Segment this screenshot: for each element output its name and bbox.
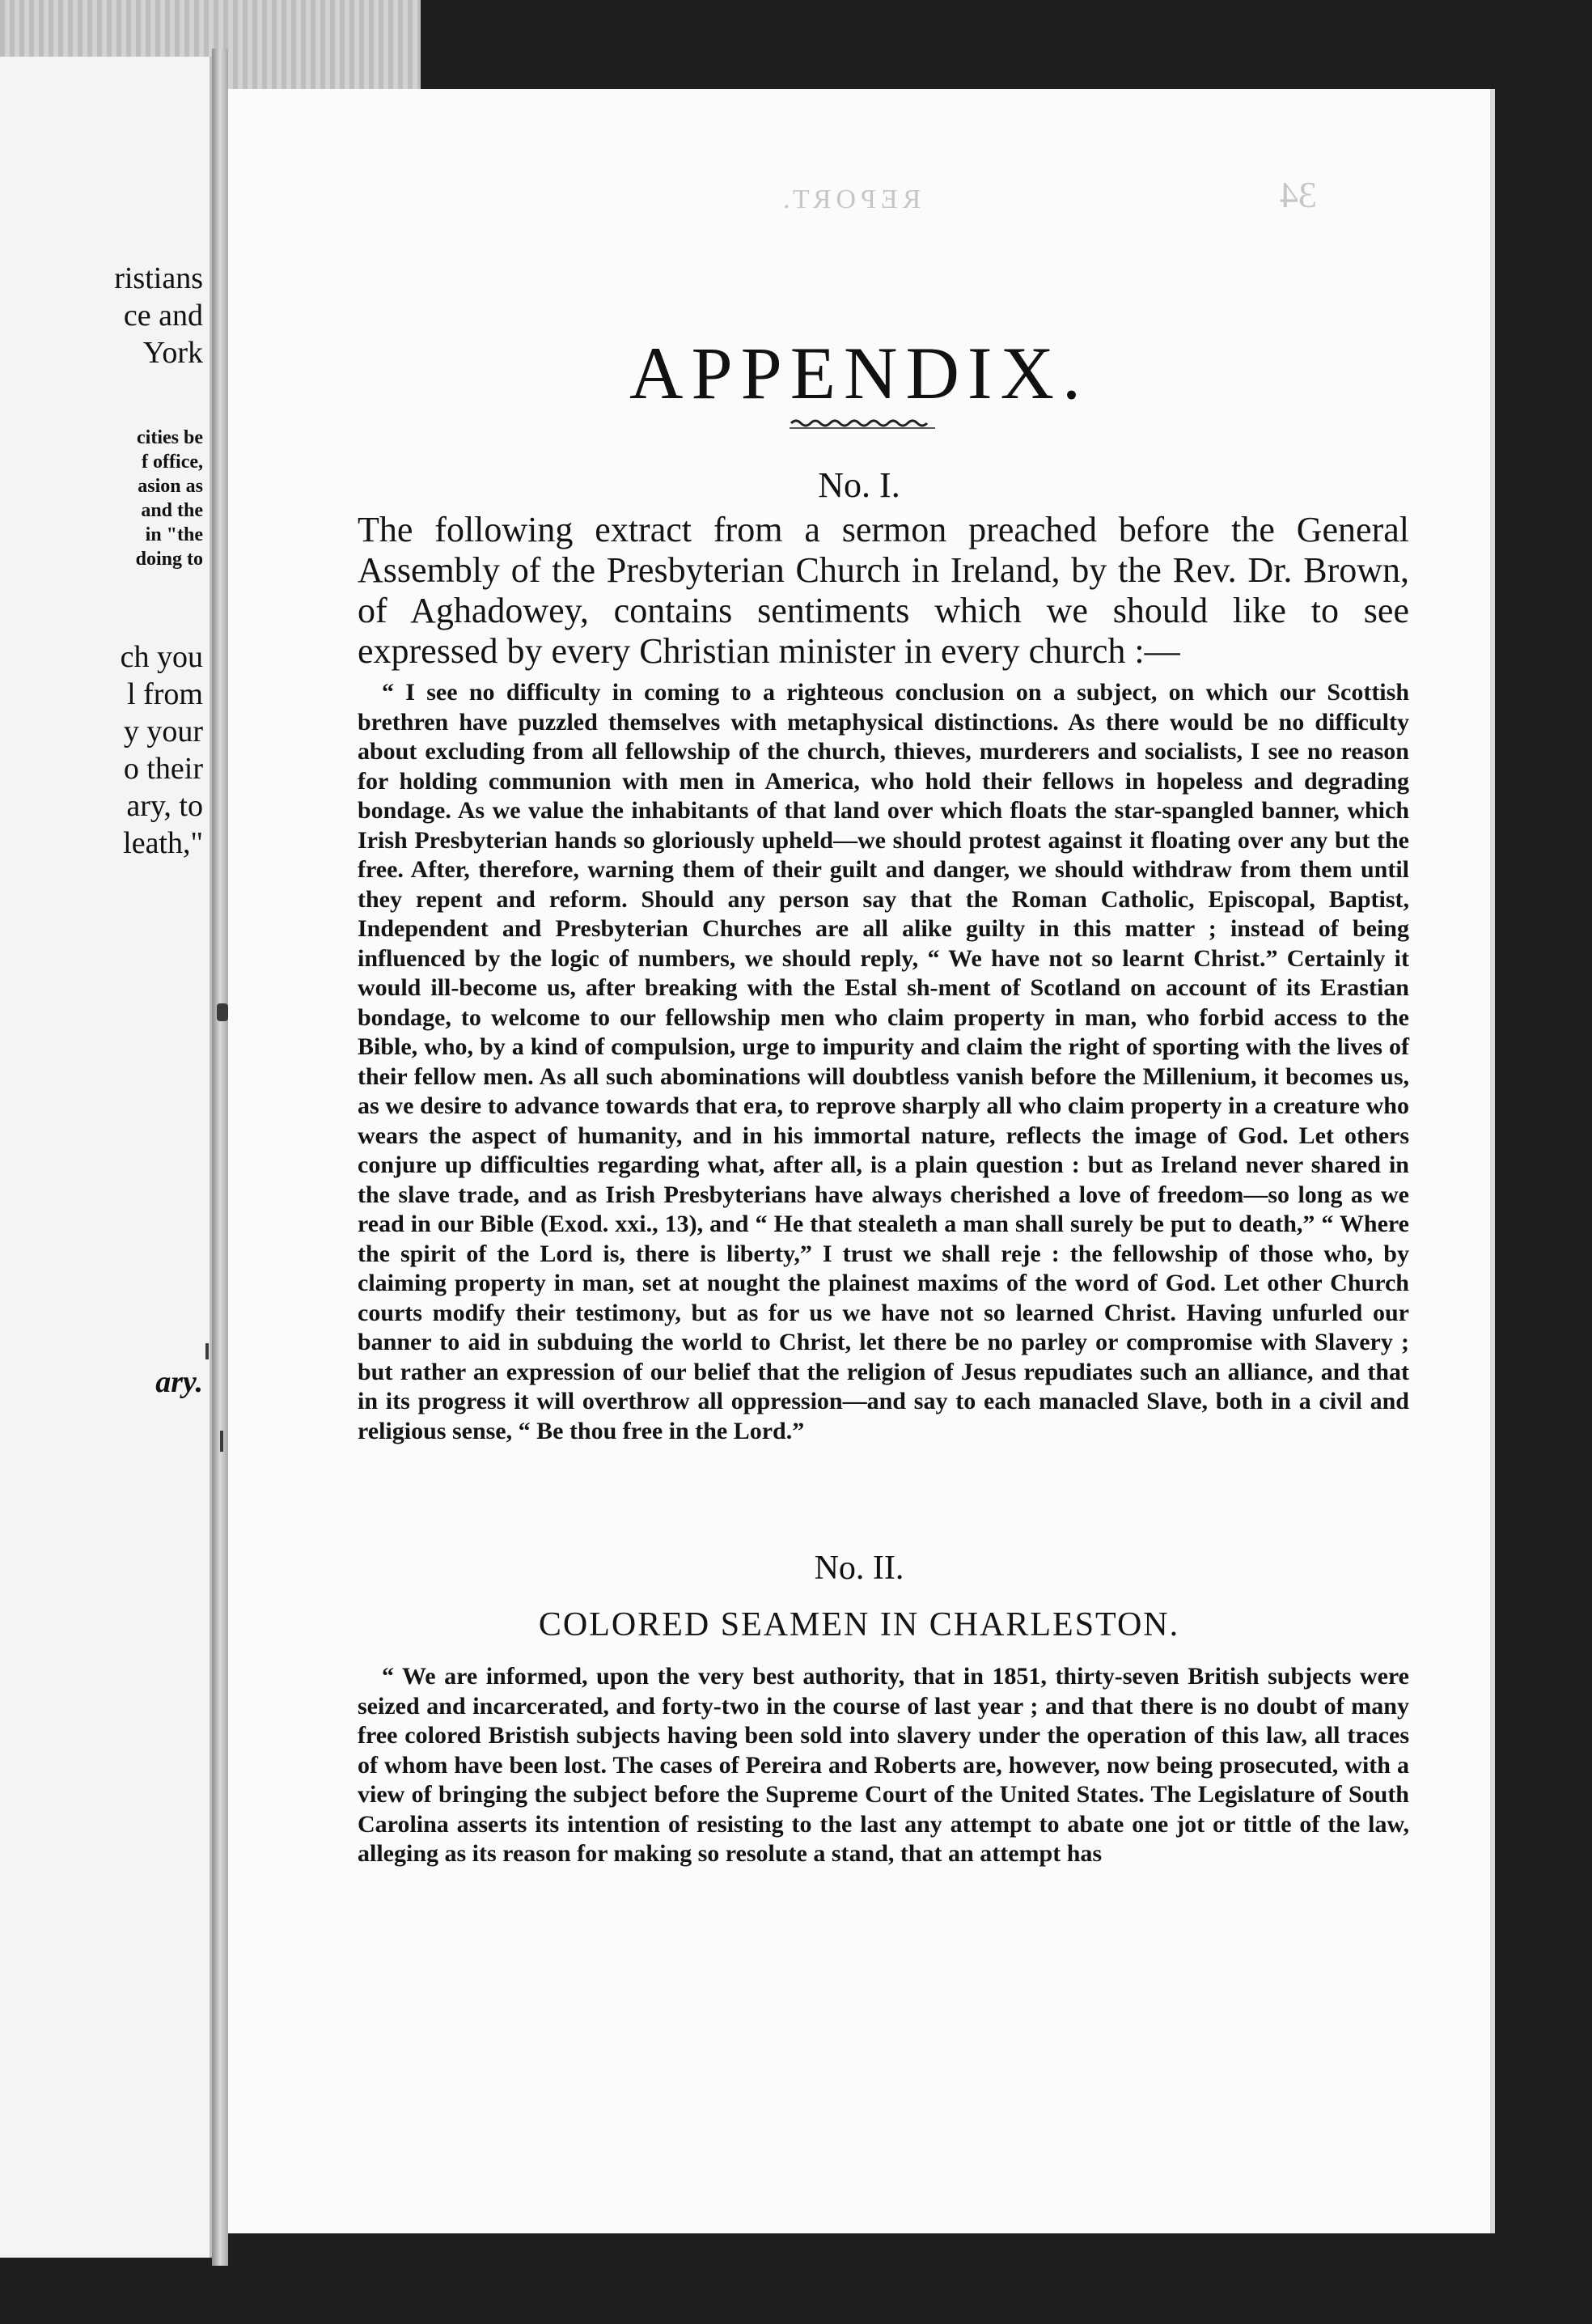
left-line: leath,"	[123, 826, 203, 860]
intro-paragraph: The following extract from a sermon preached before the General Assembly of the Presbyterian Church in Ireland, by the Rev. Dr. Brown, of Aghadowey, contains sentiments which we should like to see expressed by every Christian minister in every church :—	[358, 510, 1409, 671]
scan-speck	[217, 1003, 228, 1021]
scan-speck	[220, 1431, 223, 1452]
bleed-through-header: REPORT.	[778, 184, 921, 214]
section-subheading: COLORED SEAMEN IN CHARLESTON.	[538, 1606, 1180, 1643]
left-line: in "the	[145, 524, 203, 545]
appendix-page	[228, 89, 1490, 2233]
page-title: APPENDIX.	[629, 332, 1089, 414]
bleed-through-page-number: 34	[1280, 174, 1317, 215]
left-line: ristians	[114, 261, 203, 295]
left-page	[0, 57, 212, 2258]
scan-speck	[205, 1343, 209, 1359]
left-line: f office,	[142, 452, 203, 473]
sermon-quote: “ I see no difficulty in coming to a righteous conclusion on a subject, on which our Scottish brethren have puzzled themselves with metaphysical distinctions. As there would be no difficulty about excluding from all fellowship of the church, thieves, murderers and socialists, I see no reason for holding communion with men in America, who hold their fellows in hopeless and degrading bondage. As we value the inhabitants of that land over which floats the star-spangled banner, which Irish Presbyterian hands so gloriously upheld—we should protest against it floating over any but the free. After, therefore, warning them of their guilt and danger, we should withdraw from them until they repent and reform. Should any person say that the Roman Catholic, Episcopal, Baptist, Independent and Presbyterian Churches are all alike guilty in this matter ; instead of being influenced by the logic of numbers, we should reply, “ We have not so learnt Christ.” Certainly it would ill-become us, after breaking with the Estal sh-ment of Scotland on account of its Erastian bondage, to welcome to our fellowship men who claim property in man, who forbid access to the Bible, who, by a kind of compulsion, urge to impurity and claim the right of sporting with the lives of their fellow men. As all such abominations will doubtless vanish before the Millenium, it becomes us, as we desire to advance towards that era, to reprove sharply all who claim property in a creature who wears the aspect of humanity, and in his immortal nature, reflects the image of God. Let others conjure up difficulties regarding what, after all, is a plain question : but as Ireland never shared in the slave trade, and as Irish Presbyterians have always cherished a love of freedom—so long as we read in our Bible (Exod. xxi., 13), and “ He that stealeth a man shall surely be put to death,” “ Where the spirit of the Lord is, there is liberty,” I trust we shall reje : the fellowship of those who, by claiming property in man, set at nought the plainest maxims of the word of God. Let other Church courts modify their testimony, but as for us we have not so learned Christ. Having unfurled our banner to aid in subduing the world to Christ, let there be no parley or compromise with Slavery ; but rather an expression of our belief that the religion of Jesus repudiates such an alliance, and that in its progress it will overthrow all oppression—and say to each manacled Slave, both in a civil and religious sense, “ Be thou free in the Lord.”	[358, 679, 1409, 1444]
left-line: and the	[141, 500, 203, 521]
left-line-italic: ary.	[155, 1365, 203, 1399]
book-gutter	[212, 49, 228, 2266]
left-line: doing to	[135, 549, 203, 570]
left-line: cities be	[137, 427, 203, 448]
left-line: York	[142, 336, 203, 370]
section-heading: No. I.	[818, 465, 900, 505]
left-line: l from	[127, 677, 203, 711]
left-line: ch you	[120, 640, 203, 674]
ornamental-rule	[790, 416, 935, 430]
left-line: y your	[123, 715, 203, 749]
left-line: o their	[123, 752, 203, 786]
section-heading: No. II.	[814, 1550, 904, 1587]
seamen-paragraph: “ We are informed, upon the very best authority, that in 1851, thirty-seven British subjects were seized and incarcerated, and forty-two in the course of last year ; and that there is no doubt of many free colored Bristish subjects having been sold into slavery under the operation of this law, all traces of whom have been lost. The cases of Pereira and Roberts are, however, now being prosecuted, with a view of bringing the subject before the Supreme Court of the United States. The Legislature of South Carolina asserts its intention of resisting to the last any attempt to abate one jot or tittle of the law, alleging as its reason for making so resolute a stand, that an attempt has	[358, 1663, 1409, 1867]
left-line: asion as	[138, 476, 203, 497]
left-line: ary, to	[126, 789, 203, 823]
left-line: ce and	[123, 299, 203, 333]
